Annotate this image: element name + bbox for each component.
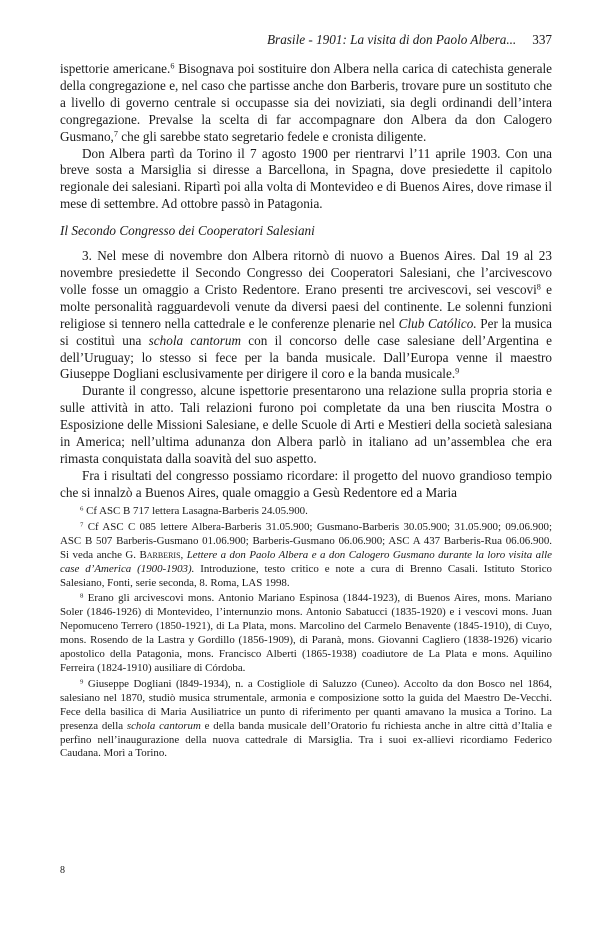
page-number: 337 xyxy=(532,32,552,47)
footnote-7: $^7$ Cf ASC C 085 lettere Albera-Barberis 31.05.900; Gusmano-Barberis 30.05.900; 31.05.900; 09.06.900; ASC B 507 Barberis-Gusmano 01.06.900; Barberis-Gusmano 06.06.900; ASC A 437 Barberis-Rua 06.06.900. Si veda anche G. Barberis, Lettere a don Paolo Albera e a don Calogero Gusmano durante la loro visita alle case d’America (1900-1903). Introduzione, testo critico e note a cura di Brenno Casali. Istituto Storico Salesiano, Fonti, serie seconda, 8. Roma, LAS 1998. xyxy=(60,520,552,589)
section-heading: Il Secondo Congresso dei Cooperatori Salesiani xyxy=(60,223,315,239)
club-name: Club Católico. xyxy=(398,315,477,331)
running-title: Brasile - 1901: La visita di don Paolo Albera... xyxy=(267,32,517,47)
footnote-ref-9: 9 xyxy=(455,366,460,376)
footnotes xyxy=(60,505,552,763)
footnote-ref-6: 6 xyxy=(170,61,175,71)
schola-term: schola cantorum xyxy=(148,332,241,348)
author-name: Barberis xyxy=(139,548,181,561)
main-text xyxy=(60,61,552,502)
paragraph-5: Fra i risultati del congresso possiamo ricordare: il progetto del nuovo grandioso tempio che si innalzò a Buenos Aires, quale omaggio a Gesù Redentore ed a Maria xyxy=(60,467,552,500)
paragraph-1: ispettorie americane.$^6$ Bisognava poi sostituire don Albera nella carica di catechista generale della congregazione e, nel caso che partisse anche don Barberis, trovare pure un sostituto che a livello di governo centrale si occupasse sia dei noviziati, sia degli ordinandi dell’intera congregazione. Prevalse la scelta di far accompagnare don Albera da don Calogero Gusmano,$^7$ che gli sarebbe stato segretario fedele e cronista diligente. xyxy=(60,61,552,144)
footnote-6: $^6$ Cf ASC B 717 lettera Lasagna-Barberis 24.05.900. xyxy=(80,505,308,517)
book-title: Lettere a don Paolo Albera e a don Calogero Gusmano durante la loro visita alle case d’America (1900-1903). xyxy=(60,548,552,575)
footnote-ref-8: 8 xyxy=(536,282,541,292)
signature-mark: 8 xyxy=(60,865,65,876)
paragraph-4: Durante il congresso, alcune ispettorie presentarono una relazione sulla propria storia e sulle attività in atto. Tali relazioni furono poi completate da una ben riuscita Mostra o Esposizione delle Missioni Salesiane, e delle Scuole di Arti e Mestieri della società salesiana in America; nell’ultima adunanza don Albera parlò in italiano ad un’assemblea che era rimasta conquistata dalla soavità del suo aspetto. xyxy=(60,383,552,466)
paragraph-3: 3. Nel mese di novembre don Albera ritornò di nuovo a Buenos Aires. Dal 19 al 23 novembre presiedette il Secondo Congresso dei Cooperatori Salesiani, che l’arcivescovo volle fosse un omaggio a Cristo Redentore. Erano presenti tre arcivescovi, sei vescovi$^8$ e molte personalità ragguardevoli venute da diversi paesi del continente. Le solenni funzioni religiose si tennero nella cattedrale e le conferenze plenarie nel Club Católico. Per la musica si costituì una schola cantorum con il concorso delle case salesiane dell’Argentina e dell’Uruguay; lo stesso si fece per la banda musicale. Dall’Europa venne il maestro Giuseppe Dogliani esclusivamente per dirigere il coro e la banda musicale.$^9$ xyxy=(60,248,553,382)
paragraph-2: Don Albera partì da Torino il 7 agosto 1900 per rientrarvi l’11 aprile 1903. Con una breve sosta a Marsiglia si diresse a Barcellona, in Spagna, dove presiedette il capitolo regionale dei salesiani. Ripartì poi alla volta di Montevideo e di Buenos Aires, dove rimase il mese di settembre. Ad ottobre passò in Patagonia. xyxy=(60,145,552,212)
footnote-9: $^9$ Giuseppe Dogliani (l849-1934), n. a Costigliole di Saluzzo (Cuneo). Accolto da don Bosco nel 1864, salesiano nel 1870, studiò musica strumentale, armonia e composizione sotto la guida del Maestro De-Vecchi. Fece della basilica di Maria Ausiliatrice un punto di riferimento per quanti amavano la musica a Torino. La presenza della schola cantorum e della banda musicale dell’Oratorio fu richiesta anche in altre città d’Italia e perfino nell’inaugurazione della nuova cattedrale di Marsiglia. Tra i suoi ex-allievi ricordiamo Federico Caudana. Morì a Torino. xyxy=(60,677,552,760)
footnote-8: $^8$ Erano gli arcivescovi mons. Antonio Mariano Espinosa (1844-1923), di Buenos Aires, mons. Mariano Soler (1846-1926) di Montevideo, l’internunzio mons. Antonio Sabatucci (1835-1920) e i vescovi mons. Juan Nepomuceno Terrero (1850-1921), di La Plata, mons. Marcolino del Carmelo Benavente (1845-1910), di Cuyo, mons. Rosendo de la Lastra y Gordillo (1856-1909), di Paranà, mons. Giovanni Cagliero (1838-1926) vicario apostolico della Patagonia, mons. Francisco Alberti (1865-1938) coadiutore de La Plata e mons. Aquilino Ferreira (1824-1910) ausiliare di Córdoba. xyxy=(60,592,552,674)
footnote-ref-7: 7 xyxy=(113,129,118,139)
running-header xyxy=(60,30,552,50)
